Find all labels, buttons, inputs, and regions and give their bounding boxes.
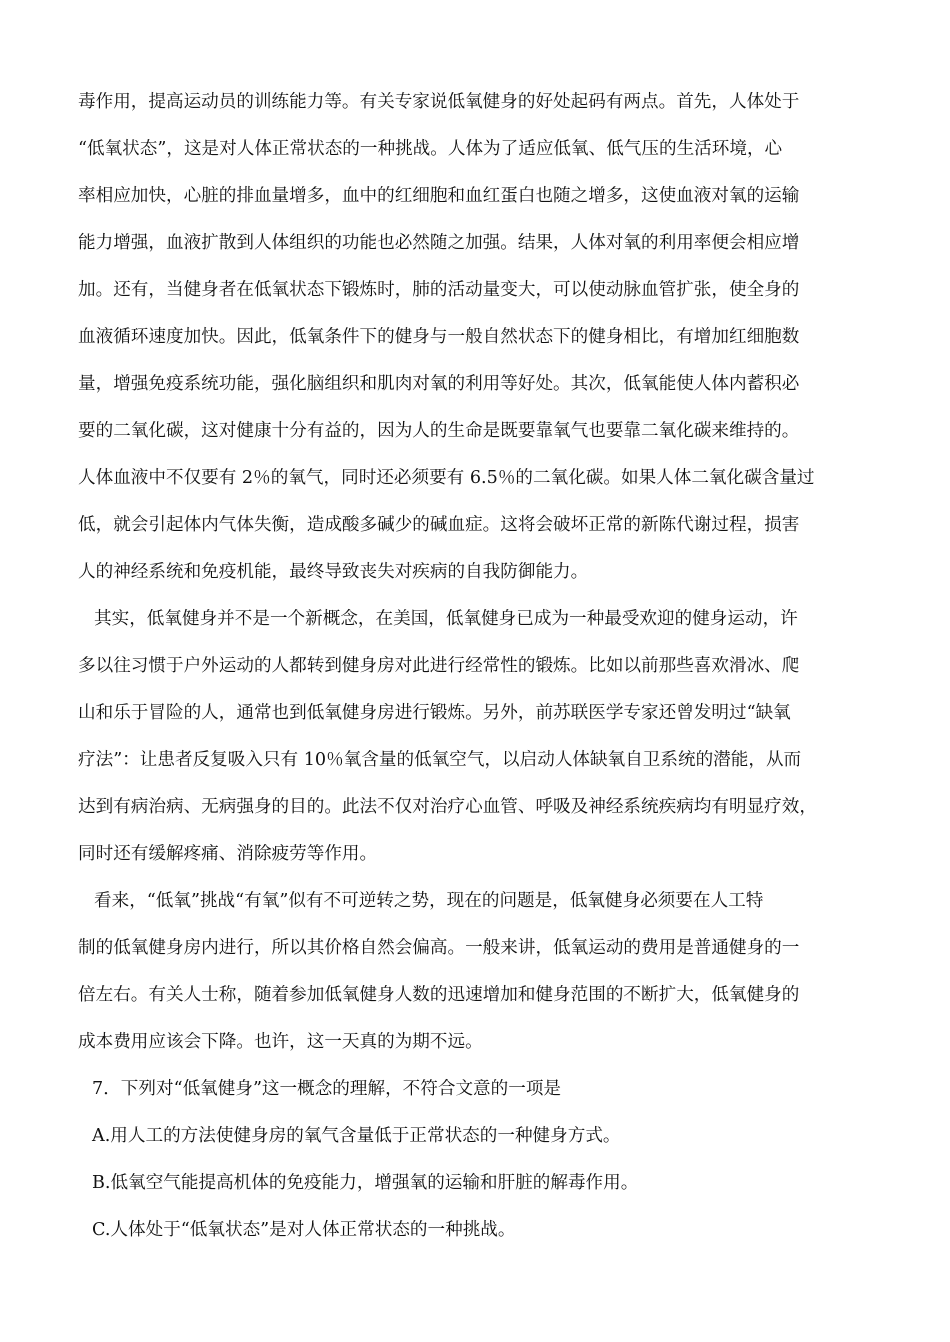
paragraph-1-line-8: 要的二氧化碳，这对健康十分有益的，因为人的生命是既要靠氧气也要靠二氧化碳来维持的。 (78, 421, 800, 441)
paragraph-3-line-3: 倍左右。有关人士称，随着参加低氧健身人数的迅速增加和健身范围的不断扩大，低氧健身的 (78, 985, 800, 1005)
question-7-option-c: C.人体处于“低氧状态”是对人体正常状态的一种挑战。 (92, 1220, 516, 1240)
paragraph-1-line-7: 量，增强免疫系统功能，强化脑组织和肌肉对氧的利用等好处。其次，低氧能使人体内蓄积必 (78, 374, 800, 394)
paragraph-1-line-10: 低，就会引起体内气体失衡，造成酸多碱少的碱血症。这将会破坏正常的新陈代谢过程，损害 (78, 515, 800, 535)
paragraph-3-line-1: 看来，“低氧”挑战“有氧”似有不可逆转之势，现在的问题是，低氧健身必须要在人工特 (94, 891, 764, 911)
paragraph-1-line-11: 人的神经系统和免疫机能，最终导致丧失对疾病的自我防御能力。 (78, 562, 589, 582)
paragraph-1-line-4: 能力增强，血液扩散到人体组织的功能也必然随之加强。结果，人体对氧的利用率便会相应增 (78, 233, 800, 253)
paragraph-3-line-2: 制的低氧健身房内进行，所以其价格自然会偏高。一般来讲，低氧运动的费用是普通健身的一 (78, 938, 800, 958)
paragraph-1-line-3: 率相应加快，心脏的排血量增多，血中的红细胞和血红蛋白也随之增多，这使血液对氧的运输 (78, 186, 800, 206)
question-7-stem: 7．下列对“低氧健身”这一概念的理解，不符合文意的一项是 (92, 1079, 562, 1099)
paragraph-2-line-6: 同时还有缓解疼痛、消除疲劳等作用。 (78, 844, 378, 864)
paragraph-1-line-1: 毒作用，提高运动员的训练能力等。有关专家说低氧健身的好处起码有两点。首先，人体处于 (78, 92, 800, 112)
paragraph-2-line-5: 达到有病治病、无病强身的目的。此法不仅对治疗心血管、呼吸及神经系统疾病均有明显疗效， (78, 797, 817, 817)
paragraph-2-line-4: 疗法”：让患者反复吸入只有 10％氧含量的低氧空气，以启动人体缺氧自卫系统的潜能，从而 (78, 750, 802, 770)
paragraph-1-line-5: 加。还有，当健身者在低氧状态下锻炼时，肺的活动量变大，可以使动脉血管扩张，使全身的 (78, 280, 800, 300)
paragraph-2-line-3: 山和乐于冒险的人，通常也到低氧健身房进行锻炼。另外，前苏联医学专家还曾发明过“缺氧 (78, 703, 791, 723)
question-7-option-b: B.低氧空气能提高机体的免疫能力，增强氧的运输和肝脏的解毒作用。 (92, 1173, 639, 1193)
paragraph-1-line-6: 血液循环速度加快。因此，低氧条件下的健身与一般自然状态下的健身相比，有增加红细胞数 (78, 327, 800, 347)
paragraph-3-line-4: 成本费用应该会下降。也许，这一天真的为期不远。 (78, 1032, 483, 1052)
paragraph-2-line-1: 其实，低氧健身并不是一个新概念，在美国，低氧健身已成为一种最受欢迎的健身运动，许 (94, 609, 798, 629)
paragraph-2-line-2: 多以往习惯于户外运动的人都转到健身房对此进行经常性的锻炼。比如以前那些喜欢滑冰、爬 (78, 656, 800, 676)
question-7-option-a: A.用人工的方法使健身房的氧气含量低于正常状态的一种健身方式。 (92, 1126, 621, 1146)
paragraph-1-line-9: 人体血液中不仅要有 2％的氧气，同时还必须要有 6.5％的二氧化碳。如果人体二氧化碳含量过 (78, 468, 815, 488)
paragraph-1-line-2: “低氧状态”，这是对人体正常状态的一种挑战。人体为了适应低氧、低气压的生活环境，心 (78, 139, 783, 159)
